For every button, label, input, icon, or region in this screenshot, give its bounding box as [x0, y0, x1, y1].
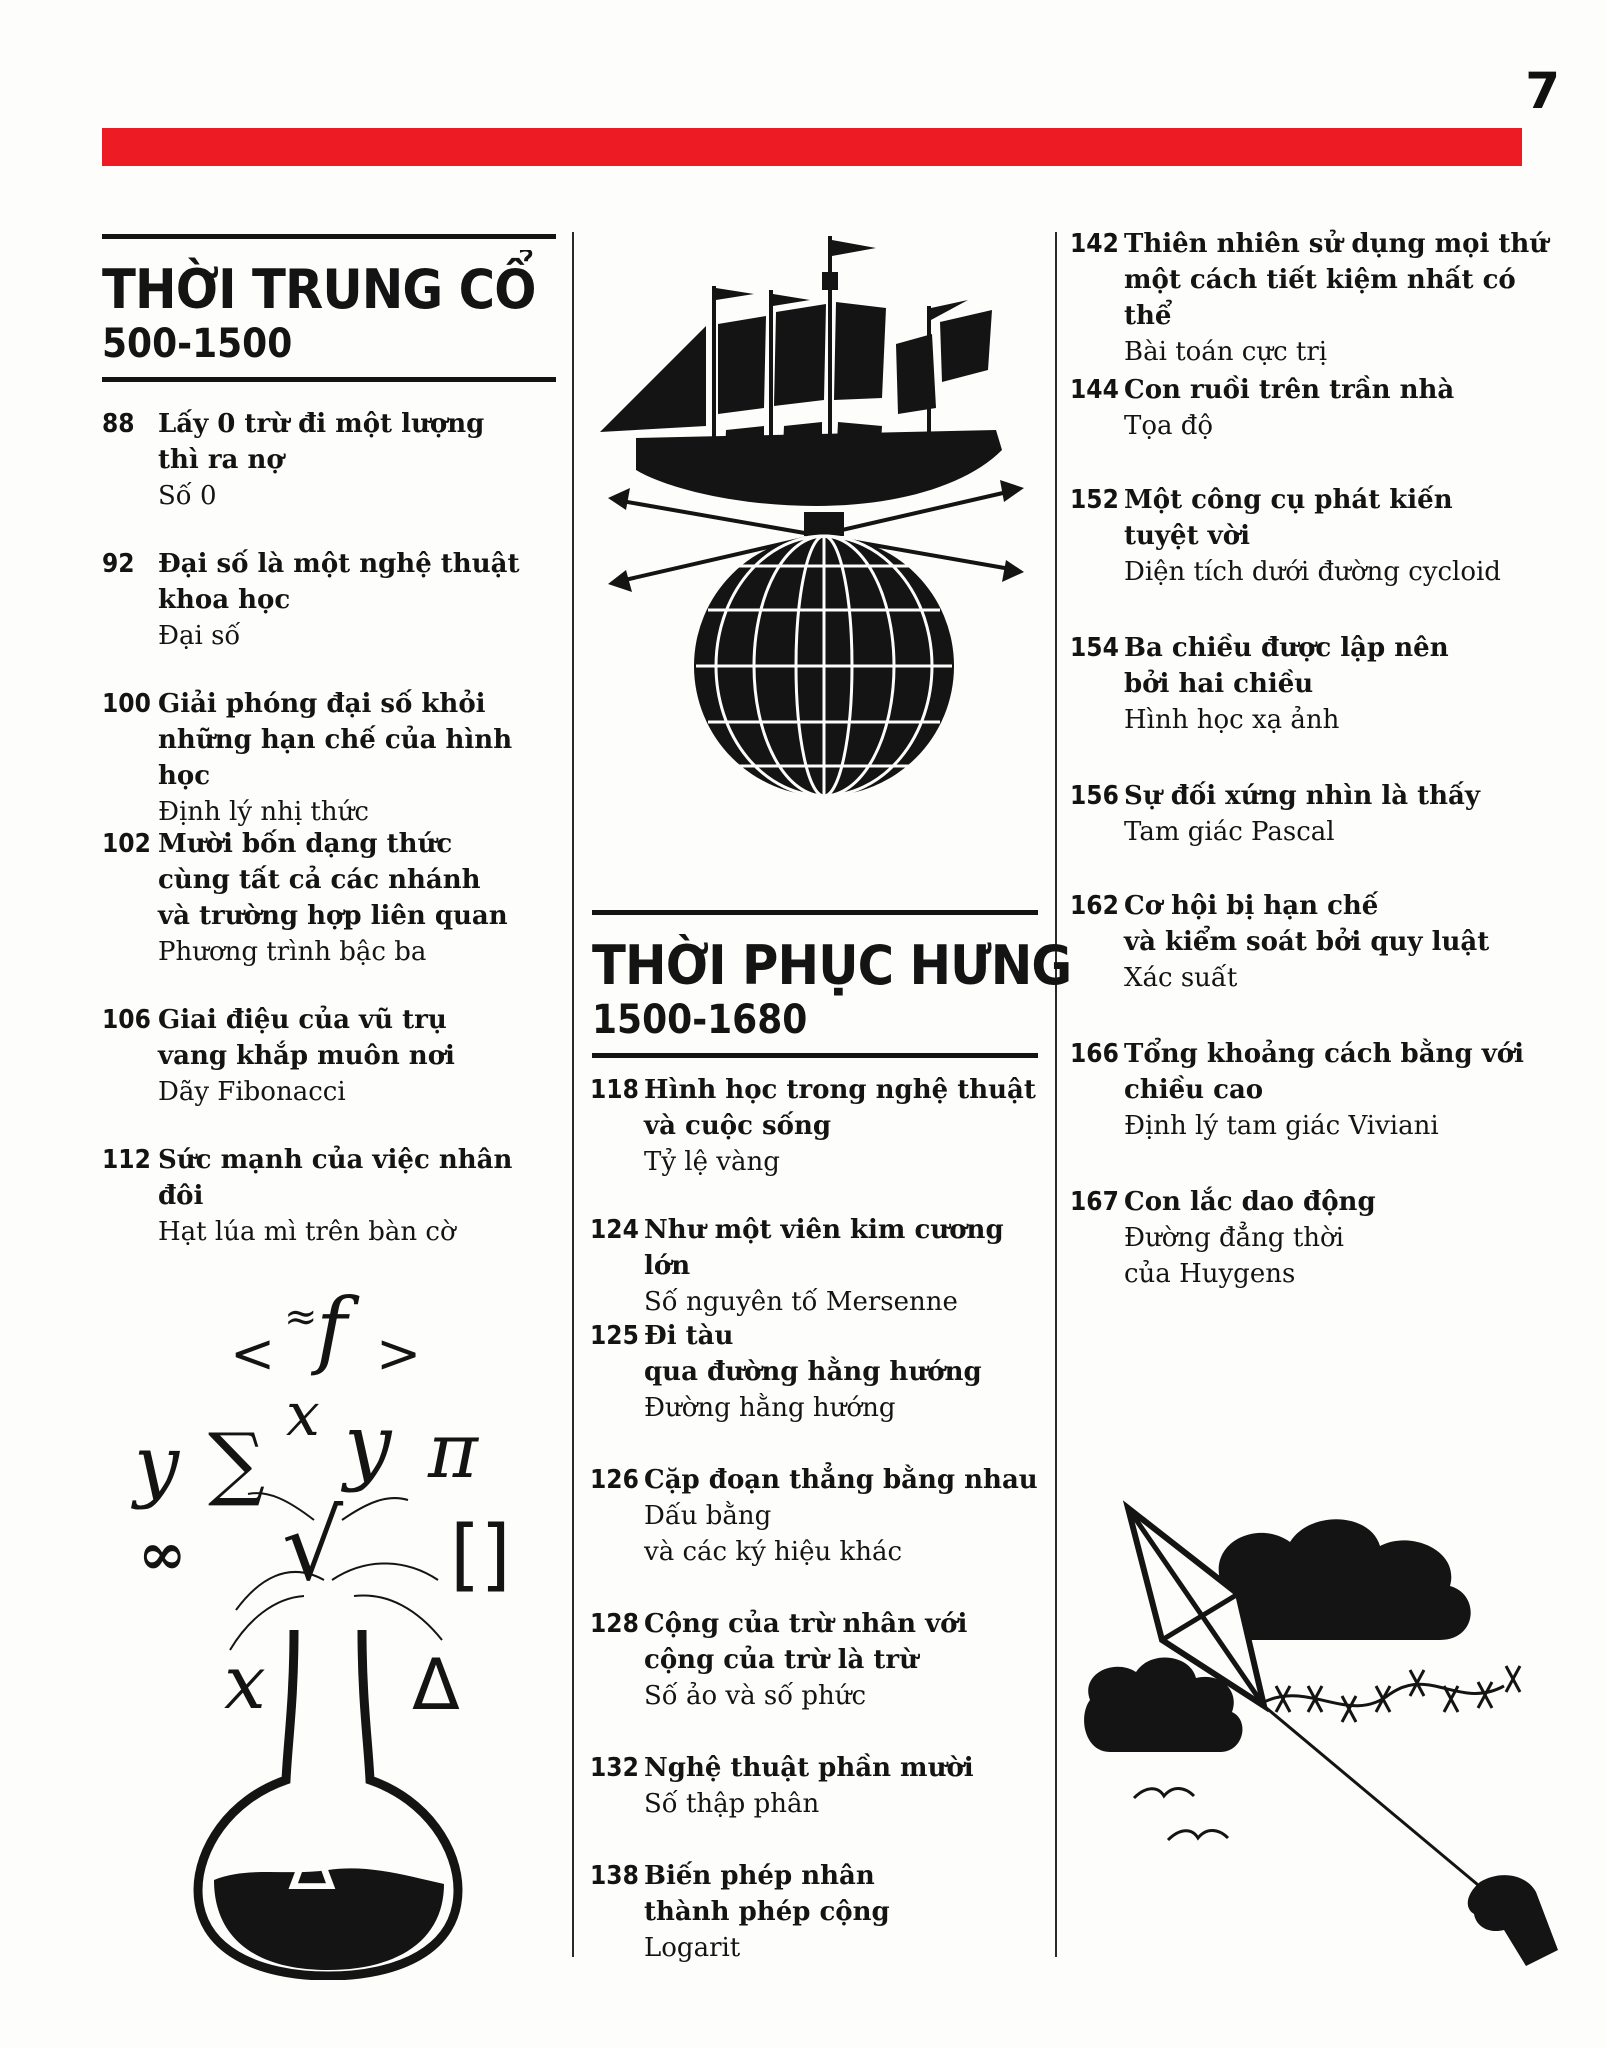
contents-entry[interactable] — [1070, 1036, 1570, 1144]
contents-entry[interactable] — [590, 1462, 1042, 1570]
symbol-pi: π — [428, 1406, 478, 1495]
entry-page-number: 132 — [590, 1753, 639, 1783]
contents-entry[interactable] — [102, 826, 562, 970]
entry-title: Sự đối xứng nhìn là thấy — [1124, 781, 1481, 811]
symbol-y: y — [134, 1418, 180, 1511]
math-symbols-flask-icon — [118, 1280, 538, 1980]
entry-title: Con lắc dao động — [1124, 1187, 1376, 1217]
section-years: 500-1500 — [102, 321, 293, 367]
contents-entry[interactable] — [590, 1858, 1042, 1966]
symbol-f: f — [316, 1280, 348, 1378]
entry-title: Cặp đoạn thẳng bằng nhau — [644, 1465, 1038, 1495]
entry-subtitle: Dãy Fibonacci — [158, 1077, 346, 1107]
symbol-brackets: [] — [450, 1510, 511, 1600]
section-years: 1500-1680 — [592, 997, 808, 1043]
section-medieval — [102, 234, 556, 382]
entry-title: Đại số là một nghệ thuật khoa học — [158, 549, 520, 615]
entry-page-number: 125 — [590, 1321, 639, 1351]
contents-entry[interactable] — [102, 686, 562, 830]
entry-subtitle: Đường hằng hướng — [644, 1393, 896, 1423]
entry-subtitle: Logarit — [644, 1933, 741, 1963]
symbol-approx: ≈ — [250, 1816, 289, 1870]
contents-entry[interactable] — [1070, 482, 1570, 590]
entry-subtitle: Xác suất — [1124, 963, 1238, 993]
contents-entry[interactable] — [1070, 888, 1570, 996]
contents-entry[interactable] — [590, 1072, 1042, 1180]
entry-subtitle: Định lý tam giác Viviani — [1124, 1111, 1439, 1141]
entry-page-number: 124 — [590, 1215, 639, 1245]
column-divider-right — [1055, 232, 1057, 1957]
entry-title: Nghệ thuật phần mười — [644, 1753, 974, 1783]
symbol-sum: ∑ — [208, 1416, 266, 1509]
entry-subtitle: Định lý nhị thức — [158, 797, 369, 827]
kite-clouds-hand-icon — [1080, 1490, 1560, 1970]
symbol-less-than: < — [230, 1322, 276, 1385]
entry-subtitle: Phương trình bậc ba — [158, 937, 427, 967]
contents-entry[interactable] — [590, 1212, 1042, 1320]
symbol-greater-than: > — [376, 1322, 422, 1385]
entry-subtitle: Dấu bằng và các ký hiệu khác — [644, 1501, 903, 1567]
contents-entry[interactable] — [1070, 630, 1570, 738]
entry-page-number: 142 — [1070, 229, 1119, 259]
entry-page-number: 112 — [102, 1145, 151, 1175]
entry-page-number: 156 — [1070, 781, 1119, 811]
contents-entry[interactable] — [102, 1142, 562, 1250]
entry-subtitle: Đại số — [158, 621, 241, 651]
entry-page-number: 162 — [1070, 891, 1119, 921]
entry-page-number: 166 — [1070, 1039, 1119, 1069]
entry-title: Con ruồi trên trần nhà — [1124, 375, 1455, 405]
entry-subtitle: Hạt lúa mì trên bàn cờ — [158, 1217, 456, 1247]
entry-title: Cộng của trừ nhân với cộng của trừ là trừ — [644, 1609, 968, 1675]
symbol-y: y — [344, 1396, 392, 1494]
entry-subtitle: Số 0 — [158, 481, 217, 511]
column-divider-left — [572, 232, 574, 1957]
entry-page-number: 88 — [102, 409, 135, 439]
contents-entry[interactable] — [590, 1750, 1042, 1822]
section-title: THỜI TRUNG CỔ — [102, 258, 536, 321]
section-renaissance — [592, 910, 1072, 1058]
contents-entry[interactable] — [102, 406, 562, 514]
entry-title: Ba chiều được lập nên bởi hai chiều — [1124, 633, 1449, 699]
contents-entry[interactable] — [590, 1606, 1042, 1714]
contents-entry[interactable] — [1070, 778, 1570, 850]
section-title: THỜI PHỤC HƯNG — [592, 934, 1072, 997]
contents-entry[interactable] — [102, 1002, 562, 1110]
entry-title: Như một viên kim cương lớn — [644, 1215, 1004, 1281]
contents-entry[interactable] — [1070, 372, 1570, 444]
entry-page-number: 100 — [102, 689, 151, 719]
entry-page-number: 106 — [102, 1005, 151, 1035]
entry-page-number: 102 — [102, 829, 151, 859]
entry-title: Hình học trong nghệ thuật và cuộc sống — [644, 1075, 1036, 1141]
symbol-approx: ≈ — [284, 1294, 318, 1340]
entry-page-number: 138 — [590, 1861, 639, 1891]
entry-title: Một công cụ phát kiến tuyệt vời — [1124, 485, 1453, 551]
entry-title: Giai điệu của vũ trụ vang khắp muôn nơi — [158, 1005, 455, 1071]
symbol-x: x — [286, 1380, 320, 1450]
entry-title: Lấy 0 trừ đi một lượng thì ra nợ — [158, 409, 485, 475]
contents-entry[interactable] — [590, 1318, 1042, 1426]
contents-entry[interactable] — [1070, 226, 1570, 370]
entry-title: Cơ hội bị hạn chế và kiểm soát bởi quy luật — [1124, 891, 1490, 957]
entry-title: Sức mạnh của việc nhân đôi — [158, 1145, 513, 1211]
entry-page-number: 144 — [1070, 375, 1119, 405]
symbol-x: x — [362, 1788, 404, 1874]
entry-page-number: 126 — [590, 1465, 639, 1495]
entry-subtitle: Tỷ lệ vàng — [644, 1147, 780, 1177]
entry-page-number: 152 — [1070, 485, 1119, 515]
symbol-delta: Δ — [412, 1644, 460, 1726]
entry-subtitle: Số nguyên tố Mersenne — [644, 1287, 958, 1317]
entry-page-number: 128 — [590, 1609, 639, 1639]
symbol-sqrt: √ — [282, 1490, 344, 1602]
entry-page-number: 118 — [590, 1075, 639, 1105]
entry-subtitle: Số ảo và số phức — [644, 1681, 867, 1711]
entry-title: Biến phép nhân thành phép cộng — [644, 1861, 890, 1927]
entry-subtitle: Hình học xạ ảnh — [1124, 705, 1340, 735]
entry-page-number: 167 — [1070, 1187, 1119, 1217]
ship-weathervane-globe-icon — [596, 230, 1036, 820]
entry-page-number: 92 — [102, 549, 135, 579]
entry-subtitle: Đường đẳng thời của Huygens — [1124, 1223, 1344, 1289]
symbol-infinity: ∞ — [138, 1520, 187, 1588]
entry-subtitle: Diện tích dưới đường cycloid — [1124, 557, 1501, 587]
entry-title: Tổng khoảng cách bằng với chiều cao — [1124, 1039, 1525, 1105]
symbol-delta: Δ — [288, 1824, 336, 1906]
symbol-x: x — [224, 1640, 266, 1726]
contents-entry[interactable] — [102, 546, 562, 654]
page-number: 7 — [1525, 62, 1560, 120]
entry-subtitle: Bài toán cực trị — [1124, 337, 1328, 367]
entry-title: Thiên nhiên sử dụng mọi thứ một cách tiết kiệm nhất có thể — [1124, 229, 1549, 331]
red-header-band — [102, 128, 1522, 166]
contents-entry[interactable] — [1070, 1184, 1570, 1292]
entry-page-number: 154 — [1070, 633, 1119, 663]
entry-title: Giải phóng đại số khỏi những hạn chế của hình học — [158, 689, 513, 791]
entry-title: Đi tàu qua đường hằng hướng — [644, 1321, 982, 1387]
entry-title: Mười bốn dạng thức cùng tất cả các nhánh và trường hợp liên quan — [158, 829, 508, 931]
entry-subtitle: Số thập phân — [644, 1789, 820, 1819]
entry-subtitle: Tọa độ — [1124, 411, 1214, 441]
entry-subtitle: Tam giác Pascal — [1124, 817, 1335, 847]
